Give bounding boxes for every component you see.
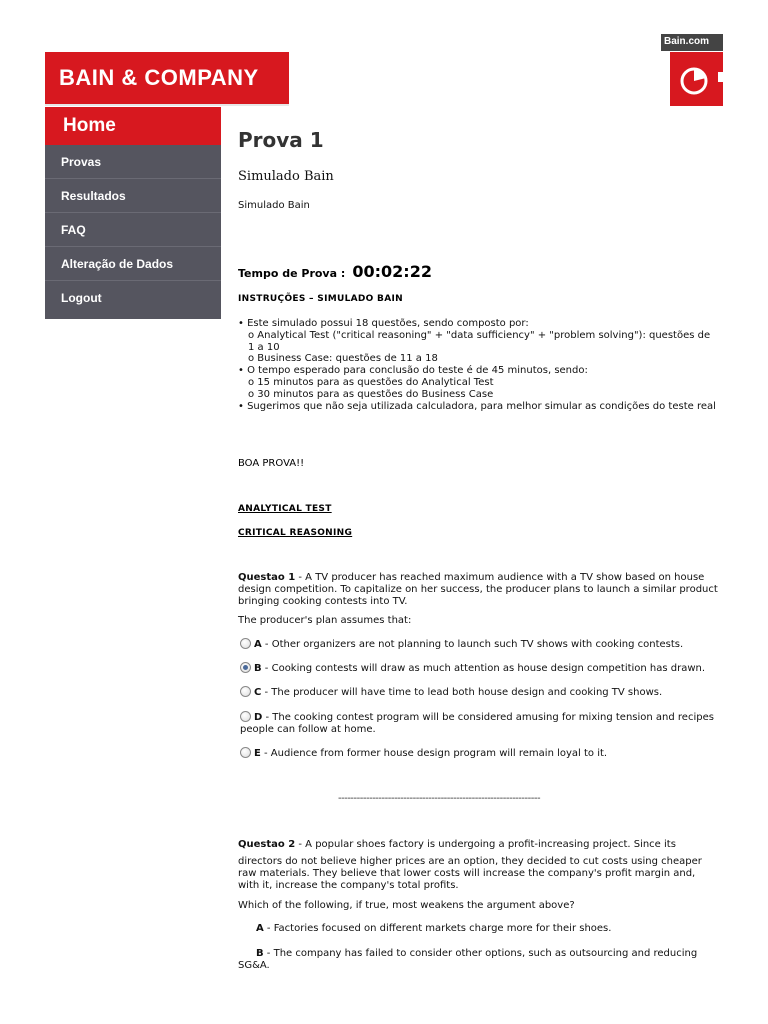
sidebar-nav — [45, 107, 221, 319]
q2-option-a[interactable] — [238, 923, 718, 935]
option-letter: B — [256, 948, 264, 959]
radio-button[interactable] — [240, 747, 251, 758]
q1-option-a[interactable] — [240, 638, 718, 651]
section-critical-reasoning: CRITICAL REASONING — [238, 528, 353, 538]
q1-option-d[interactable] — [240, 711, 718, 736]
nav-item-provas[interactable]: Provas — [45, 145, 221, 179]
question-2-text — [238, 839, 718, 892]
page-subtitle: Simulado Bain — [238, 169, 334, 184]
nav-item-resultados[interactable]: Resultados — [45, 179, 221, 213]
instruction-line: o Business Case: questões de 11 a 18 — [248, 353, 438, 365]
page-description: Simulado Bain — [238, 200, 310, 211]
radio-button[interactable] — [240, 638, 251, 649]
instructions-heading: INSTRUÇÕES – SIMULADO BAIN — [238, 294, 403, 304]
question-2-prompt: Which of the following, if true, most weakens the argument above? — [238, 900, 575, 911]
question-1-body: - A TV producer has reached maximum audience with a TV show based on house design competition. To capitalize on her success, the producer plans to launch a similar product bringing cooking contests into TV. — [238, 572, 718, 607]
q1-option-e[interactable] — [240, 747, 718, 760]
instruction-line: o 15 minutos para as questões do Analytical Test — [248, 376, 494, 388]
option-letter: A — [256, 923, 264, 934]
option-text: - The company has failed to consider other options, such as outsourcing and reducing SG&A. — [238, 948, 698, 971]
question-1-text — [238, 572, 718, 607]
radio-button-selected[interactable] — [240, 662, 251, 673]
question-separator: ----------------------------------------------------------------- — [338, 793, 541, 804]
nav-item-alteracao-de-dados[interactable]: Alteração de Dados — [45, 247, 221, 281]
q1-option-c[interactable] — [240, 686, 718, 699]
option-letter: B — [254, 663, 262, 674]
instruction-line: • Sugerimos que não seja utilizada calculadora, para melhor simular as condições do teste real — [238, 400, 716, 412]
option-text: - Audience from former house design program will remain loyal to it. — [260, 748, 608, 759]
q2-option-b[interactable] — [238, 948, 718, 972]
radio-button[interactable] — [240, 686, 251, 697]
section-analytical-test: ANALYTICAL TEST — [238, 504, 332, 514]
logo-text: BAIN & COMPANY — [59, 65, 259, 90]
bain-com-banner[interactable] — [670, 52, 723, 106]
option-letter: C — [254, 687, 262, 698]
closing-text: BOA PROVA!! — [238, 458, 305, 469]
question-2-body-rest: directors do not believe higher prices are an option, they decided to cut costs using cheaper raw materials. They believe that lower costs will increase the company's profit margin and, with it, increase the company's total profits. — [238, 856, 702, 891]
option-text: - Factories focused on different markets charge more for their shoes. — [263, 923, 612, 934]
instruction-line: o Analytical Test ("critical reasoning" + "data sufficiency" + "problem solving"): questões de 1 a 10 — [248, 329, 711, 353]
question-1-prompt: The producer's plan assumes that: — [238, 615, 412, 626]
nav-home[interactable]: Home — [45, 107, 221, 145]
question-1-label: Questao 1 — [238, 572, 296, 583]
nav-item-faq[interactable]: FAQ — [45, 213, 221, 247]
compass-icon — [670, 52, 723, 106]
option-letter: D — [254, 712, 263, 723]
page-title: Prova 1 — [238, 128, 324, 152]
timer-label: Tempo de Prova : — [238, 267, 346, 280]
instruction-line: • Este simulado possui 18 questões, sendo composto por: — [238, 318, 529, 329]
question-2-label: Questao 2 — [238, 839, 296, 850]
bain-logo[interactable] — [45, 52, 289, 104]
timer-value: 00:02:22 — [352, 262, 432, 281]
option-letter: A — [254, 639, 262, 650]
option-text: - The producer will have time to lead both house design and cooking TV shows. — [261, 687, 663, 698]
option-text: - The cooking contest program will be considered amusing for mixing tension and recipes people can follow at home. — [240, 712, 714, 735]
bain-com-link[interactable]: Bain.com — [661, 34, 723, 51]
question-2-body-first: - A popular shoes factory is undergoing a profit-increasing project. Since its — [295, 839, 676, 850]
instructions-list — [238, 318, 718, 412]
option-text: - Cooking contests will draw as much attention as house design competition has drawn. — [261, 663, 706, 674]
instruction-line: o 30 minutos para as questões do Business Case — [248, 388, 494, 400]
option-letter: E — [254, 748, 261, 759]
q1-option-b[interactable] — [240, 662, 718, 675]
option-text: - Other organizers are not planning to launch such TV shows with cooking contests. — [261, 639, 684, 650]
exam-timer — [238, 262, 432, 281]
logo-divider — [45, 104, 289, 106]
nav-list — [45, 145, 221, 319]
instruction-line: • O tempo esperado para conclusão do teste é de 45 minutos, sendo: — [238, 365, 588, 377]
radio-button[interactable] — [240, 711, 251, 722]
nav-item-logout[interactable]: Logout — [61, 291, 102, 305]
